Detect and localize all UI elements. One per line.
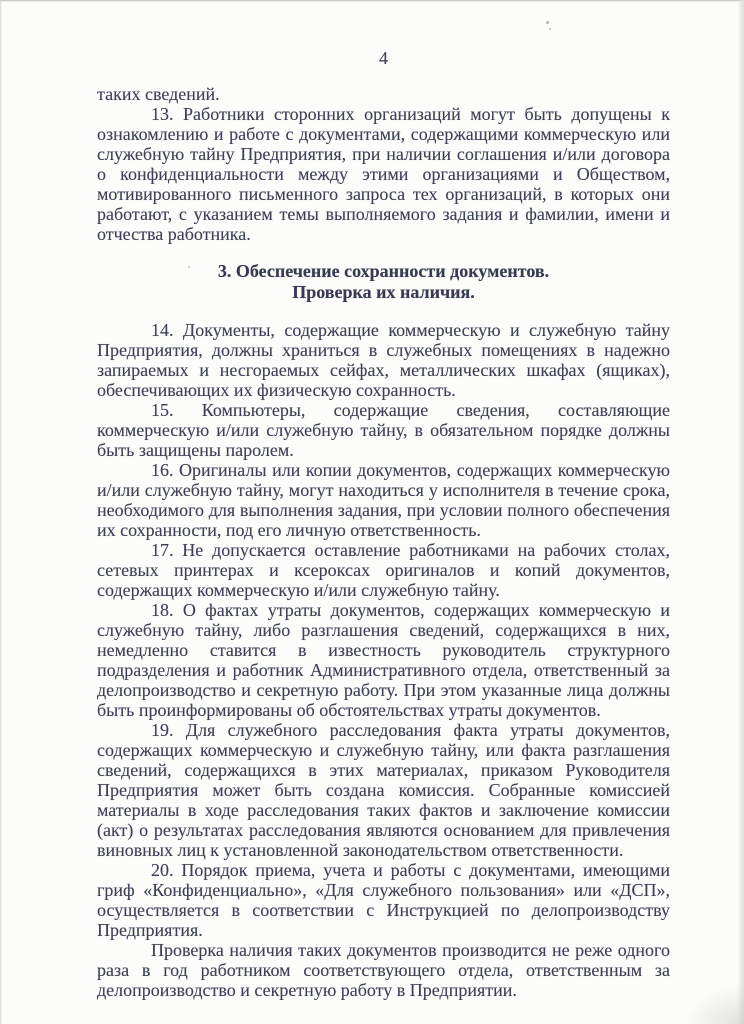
- scan-edge-bottom-right: [684, 984, 744, 1024]
- page-number: 4: [379, 48, 388, 68]
- paragraph-17: 17. Не допускается оставление работниками на рабочих столах, сетевых принтерах и ксероксах оригиналов и копий документов, содержащих коммерческую и/или служебную тайну.: [97, 540, 670, 600]
- paragraph-16: 16. Оригиналы или копии документов, содержащих коммерческую и/или служебную тайну, могут находиться у исполнителя в течение срока, необходимого для выполнения задания, при условии полного обеспечения их сохранности, под его личную ответственность.: [97, 460, 670, 540]
- section-heading-line-1: 3. Обеспечение сохранности документов.: [217, 261, 550, 281]
- paragraph-closing: Проверка наличия таких документов производится не реже одного раза в год работником соответствующего отдела, ответственным за делопроизводство и секретную работу в Предприятии.: [97, 940, 670, 1000]
- text-column: [97, 84, 670, 1000]
- scan-speckle: [546, 21, 549, 24]
- paragraph-20: 20. Порядок приема, учета и работы с документами, имеющими гриф «Конфиденциально», «Для служебного пользования» или «ДСП», осуществляется в соответствии с Инструкцией по делопроизводству Предприятия.: [97, 860, 670, 940]
- paragraph-continuation: таких сведений.: [97, 84, 220, 104]
- scan-speckle: [549, 28, 551, 30]
- paragraph-15: 15. Компьютеры, содержащие сведения, составляющие коммерческую и/или служебную тайну, в обязательном порядке должны быть защищены паролем.: [97, 400, 670, 460]
- paragraph-14: 14. Документы, содержащие коммерческую и служебную тайну Предприятия, должны храниться в служебных помещениях в надежно запираемых и несгораемых сейфах, металлических шкафах (ящиках), обеспечивающих их физическую сохранность.: [97, 320, 670, 400]
- scan-edge-top: [0, 0, 744, 2]
- scan-edge-left: [0, 0, 2, 1024]
- section-heading: [97, 261, 670, 303]
- scan-speckle: [188, 266, 190, 268]
- section-heading-line-2: Проверка их наличия.: [292, 282, 475, 302]
- paragraph-13: 13. Работники сторонних организаций могут быть допущены к ознакомлению и работе с документами, содержащими коммерческую или служебную тайну Предприятия, при наличии соглашения и/или договора о конфиденциальности между этими организациями и Обществом, мотивированного письменного запроса тех организаций, в которых они работают, с указанием темы выполняемого задания и фамилии, имени и отчества работника.: [97, 104, 670, 244]
- paragraph-18: 18. О фактах утраты документов, содержащих коммерческую и служебную тайну, либо разглашения сведений, содержащихся в них, немедленно ставится в известность руководитель структурного подразделения и работник Административного отдела, ответственный за делопроизводство и секретную работу. При этом указанные лица должны быть проинформированы об обстоятельствах утраты документов.: [97, 600, 670, 720]
- paragraph-19: 19. Для служебного расследования факта утраты документов, содержащих коммерческую и служебную тайну, или факта разглашения сведений, содержащихся в этих материалах, приказом Руководителя Предприятия может быть создана комиссия. Собранные комиссией материалы в ходе расследования таких фактов и заключение комиссии (акт) о результатах расследования являются основанием для привлечения виновных лиц к установленной законодательством ответственности.: [97, 720, 670, 860]
- scan-edge-right: [737, 0, 744, 1024]
